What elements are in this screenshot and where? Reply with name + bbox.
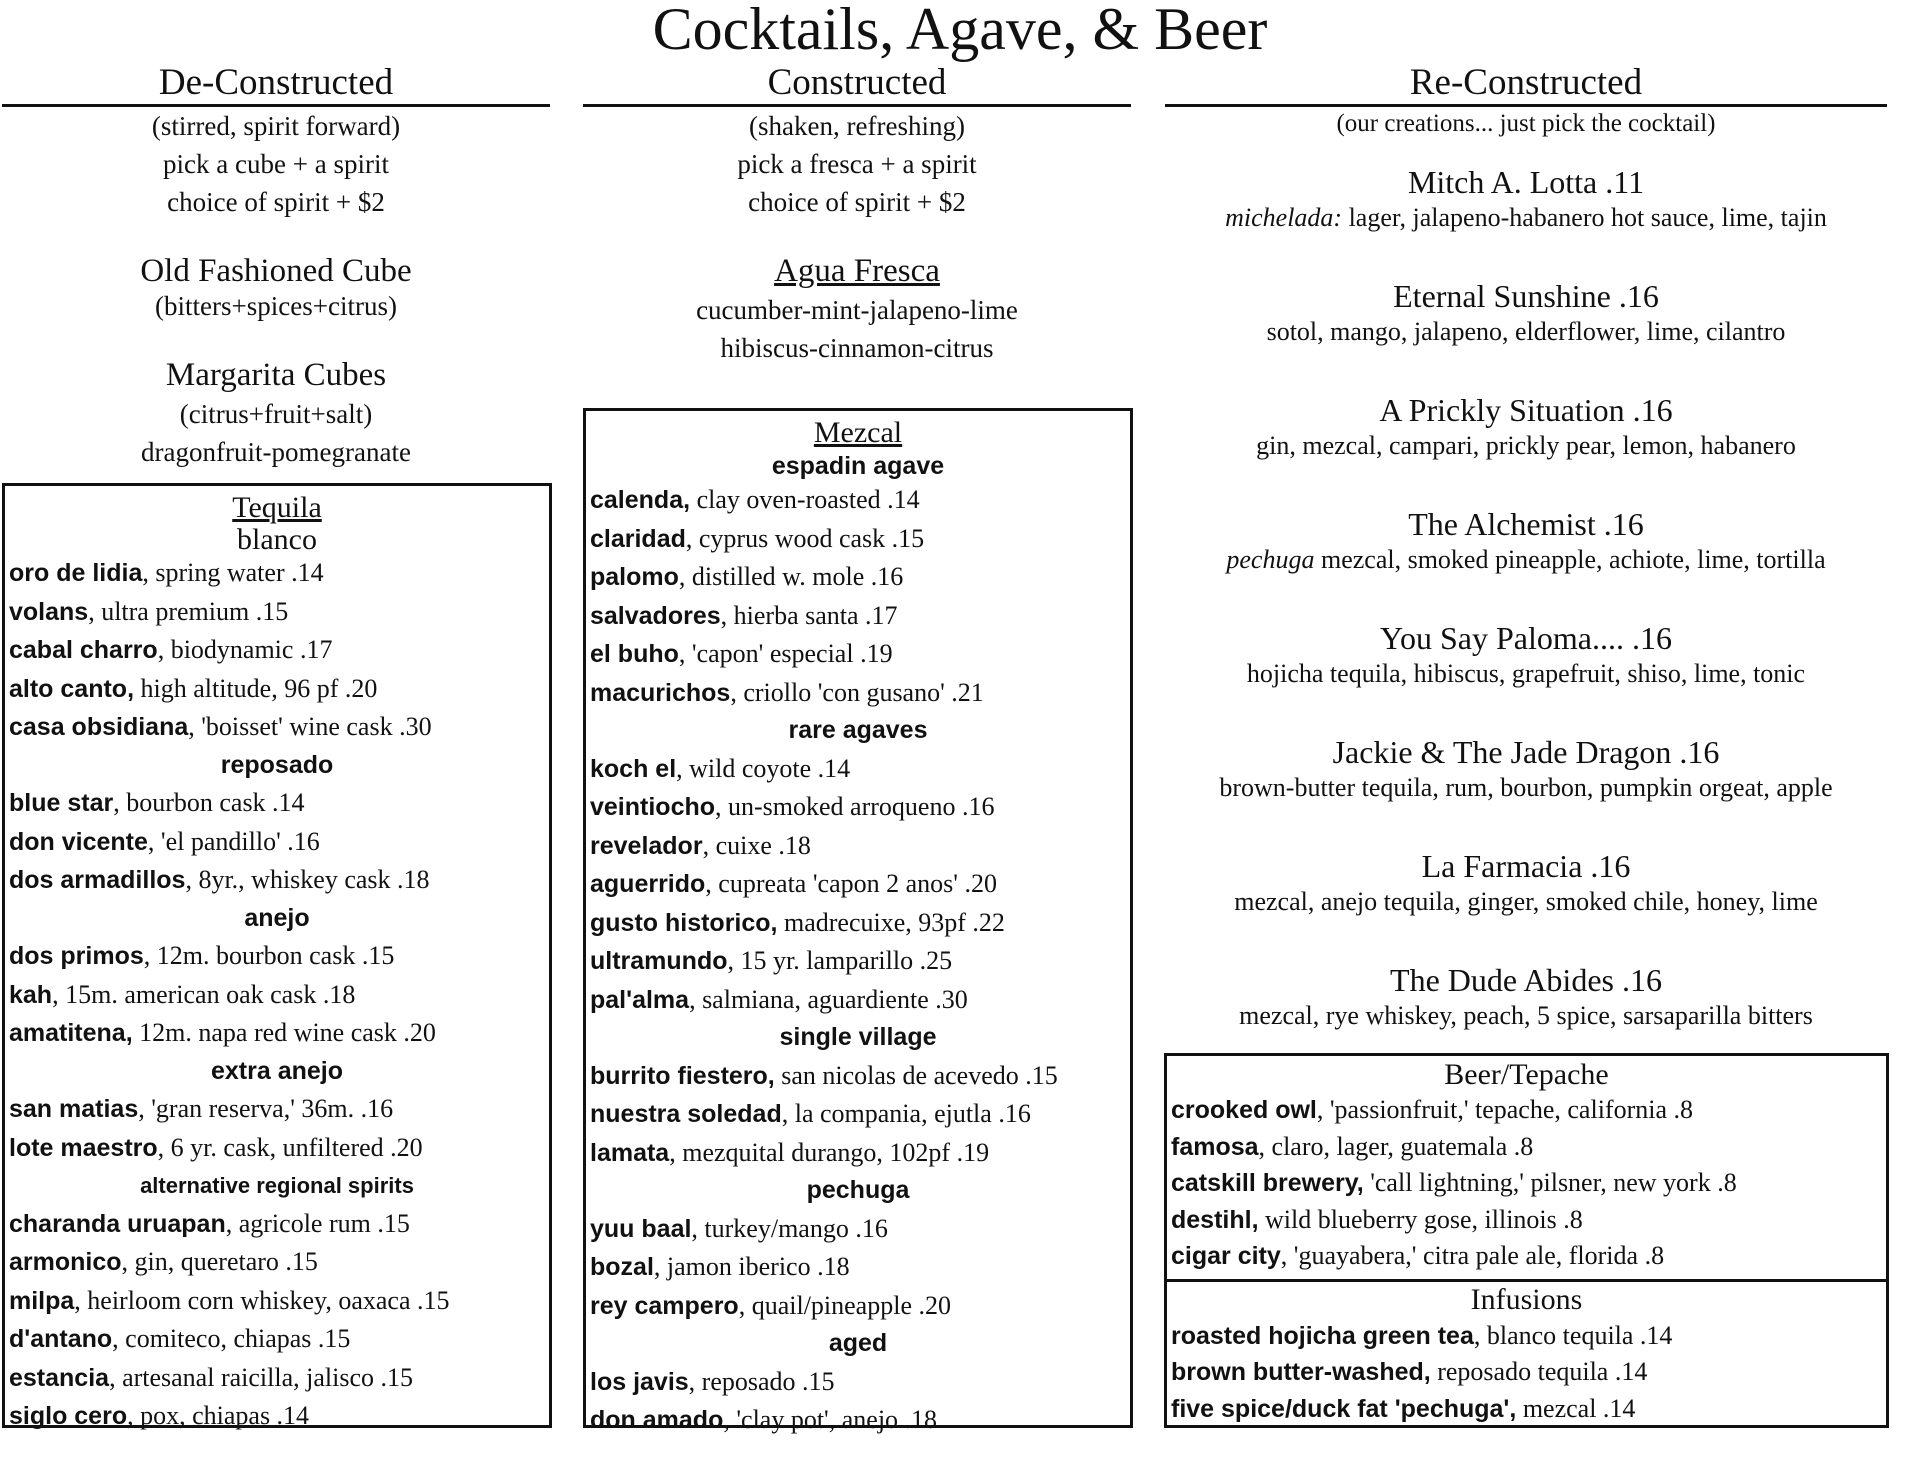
anejo-label: anejo (244, 903, 310, 932)
reconstructed-subtitle: (our creations... just pick the cocktail) (1336, 110, 1716, 137)
list-item: d'antano, comiteco, chiapas .15 (9, 1324, 351, 1353)
list-item: veintiocho, un-smoked arroqueno .16 (590, 792, 995, 821)
deconstructed-heading: De-Constructed (2, 62, 550, 107)
list-item: burrito fiestero, san nicolas de acevedo .15 (590, 1060, 1058, 1090)
cocktail-name: The Alchemist .16 (1408, 506, 1644, 542)
old-fashioned-cube-name: Old Fashioned Cube (140, 253, 412, 289)
list-item: casa obsidiana, 'boisset' wine cask .30 (9, 712, 432, 741)
mezcal-box (583, 408, 1133, 1434)
list-item: charanda uruapan, agricole rum .15 (9, 1208, 410, 1238)
list-item: milpa, heirloom corn whiskey, oaxaca .15 (9, 1285, 450, 1315)
cocktail-desc: michelada: lager, jalapeno-habanero hot sauce, lime, tajin (1225, 203, 1827, 232)
cocktail-desc: hojicha tequila, hibiscus, grapefruit, shiso, lime, tonic (1246, 659, 1806, 688)
agua-fresca-title: Agua Fresca (774, 253, 940, 289)
cocktail-desc: gin, mezcal, campari, prickly pear, lemon, habanero (1256, 431, 1796, 460)
espadin-label: espadin agave (771, 452, 945, 480)
infusions-title: Infusions (1470, 1282, 1583, 1316)
old-fashioned-cube-desc: (bitters+spices+citrus) (155, 291, 397, 321)
cocktail-name: Jackie & The Jade Dragon .16 (1332, 734, 1720, 770)
margarita-cubes-flavor: dragonfruit-pomegranate (141, 437, 411, 467)
extra-anejo-label: extra anejo (210, 1056, 343, 1085)
cocktail-desc: brown-butter tequila, rum, bourbon, pumpkin orgeat, apple (1219, 773, 1833, 802)
list-item: volans, ultra premium .15 (9, 596, 289, 626)
mezcal-title: Mezcal (813, 416, 903, 449)
list-item: nuestra soledad, la compania, ejutla .16 (590, 1099, 1031, 1128)
list-item: five spice/duck fat 'pechuga', mezcal .14 (1171, 1393, 1636, 1423)
constructed-line: (shaken, refreshing) (749, 111, 965, 141)
list-item: lamata, mezquital durango, 102pf .19 (590, 1137, 990, 1167)
list-item: pal'alma, salmiana, aguardiente .30 (590, 984, 968, 1014)
list-item: brown butter-washed, reposado tequila .14 (1171, 1357, 1648, 1386)
list-item: destihl, wild blueberry gose, illinois .8 (1171, 1204, 1583, 1234)
list-item: aguerrido, cupreata 'capon 2 anos' .20 (590, 869, 997, 898)
list-item: estancia, artesanal raicilla, jalisco .15 (9, 1362, 413, 1392)
list-item: blue star, bourbon cask .14 (9, 788, 305, 817)
list-item: el buho, 'capon' especial .19 (590, 639, 893, 668)
list-item: los javis, reposado .15 (590, 1366, 835, 1396)
list-item: armonico, gin, queretaro .15 (9, 1247, 318, 1276)
beer-infusions-box (1164, 1053, 1889, 1428)
list-item: ultramundo, 15 yr. lamparillo .25 (590, 946, 953, 975)
constructed-section (583, 62, 1131, 367)
list-item: oro de lidia, spring water .14 (9, 558, 324, 587)
alternative-spirits-label: alternative regional spirits (140, 1173, 414, 1198)
reconstructed-section (1165, 62, 1887, 1033)
list-item: famosa, claro, lager, guatemala .8 (1171, 1131, 1534, 1161)
list-item: gusto historico, madrecuixe, 93pf .22 (590, 907, 1005, 937)
list-item: siglo cero, pox, chiapas .14 (9, 1401, 310, 1430)
deconstructed-line: choice of spirit + $2 (167, 187, 385, 217)
cocktail-name: The Dude Abides .16 (1390, 962, 1662, 998)
fresca-item: cucumber-mint-jalapeno-lime (696, 295, 1018, 325)
pechuga-label: pechuga (806, 1176, 910, 1204)
deconstructed-section (2, 62, 550, 471)
list-item: don vicente, 'el pandillo' .16 (9, 826, 320, 856)
constructed-line: pick a fresca + a spirit (737, 149, 977, 179)
list-item: salvadores, hierba santa .17 (590, 600, 898, 630)
reconstructed-heading: Re-Constructed (1165, 62, 1887, 107)
list-item: palomo, distilled w. mole .16 (590, 562, 904, 591)
list-item: cigar city, 'guayabera,' citra pale ale, florida .8 (1171, 1241, 1665, 1270)
blanco-label: blanco (237, 523, 317, 556)
list-item: koch el, wild coyote .14 (590, 753, 851, 783)
cocktail-name: Mitch A. Lotta .11 (1407, 164, 1645, 200)
tequila-box (2, 483, 552, 1428)
list-item: san matias, 'gran reserva,' 36m. .16 (9, 1094, 394, 1123)
tequila-title: Tequila (232, 491, 322, 524)
reposado-label: reposado (220, 750, 334, 779)
rare-agaves-label: rare agaves (788, 716, 928, 744)
list-item: crooked owl, 'passionfruit,' tepache, california .8 (1171, 1095, 1693, 1124)
single-village-label: single village (779, 1023, 937, 1051)
cocktail-desc: sotol, mango, jalapeno, elderflower, lime, cilantro (1266, 317, 1786, 346)
cocktail-desc: pechuga mezcal, smoked pineapple, achiote, lime, tortilla (1226, 545, 1826, 574)
list-item: dos primos, 12m. bourbon cask .15 (9, 941, 395, 970)
list-item: cabal charro, biodynamic .17 (9, 635, 333, 664)
cocktail-name: A Prickly Situation .16 (1379, 392, 1673, 428)
list-item: lote maestro, 6 yr. cask, unfiltered .20 (9, 1132, 423, 1162)
list-item: amatitena, 12m. napa red wine cask .20 (9, 1018, 436, 1047)
constructed-heading: Constructed (583, 62, 1131, 107)
list-item: alto canto, high altitude, 96 pf .20 (9, 673, 378, 703)
cocktail-name: La Farmacia .16 (1421, 848, 1631, 884)
constructed-line: choice of spirit + $2 (748, 187, 966, 217)
list-item: don amado, 'clay pot', anejo .18 (590, 1405, 938, 1434)
beer-title: Beer/Tepache (1444, 1058, 1609, 1091)
cocktail-desc: mezcal, anejo tequila, ginger, smoked chile, honey, lime (1234, 887, 1818, 916)
list-item: kah, 15m. american oak cask .18 (9, 979, 356, 1009)
fresca-item: hibiscus-cinnamon-citrus (720, 333, 994, 363)
cocktail-desc: mezcal, rye whiskey, peach, 5 spice, sarsaparilla bitters (1239, 1001, 1813, 1030)
list-item: roasted hojicha green tea, blanco tequila .14 (1171, 1320, 1673, 1350)
margarita-cubes-name: Margarita Cubes (165, 357, 387, 393)
list-item: revelador, cuixe .18 (590, 830, 811, 860)
menu-title: Cocktails, Agave, & Beer (652, 0, 1268, 62)
aged-label: aged (828, 1329, 888, 1357)
deconstructed-line: (stirred, spirit forward) (151, 111, 401, 141)
list-item: catskill brewery, 'call lightning,' pilsner, new york .8 (1171, 1168, 1737, 1197)
list-item: calenda, clay oven-roasted .14 (590, 485, 920, 514)
list-item: dos armadillos, 8yr., whiskey cask .18 (9, 865, 430, 894)
cocktail-name: You Say Paloma.... .16 (1380, 620, 1672, 656)
margarita-cubes-desc: (citrus+fruit+salt) (179, 399, 373, 429)
list-item: claridad, cyprus wood cask .15 (590, 523, 925, 553)
list-item: macurichos, criollo 'con gusano' .21 (590, 677, 984, 707)
deconstructed-line: pick a cube + a spirit (163, 149, 389, 179)
list-item: rey campero, quail/pineapple .20 (590, 1290, 951, 1320)
cocktail-name: Eternal Sunshine .16 (1393, 278, 1659, 314)
list-item: yuu baal, turkey/mango .16 (590, 1213, 888, 1243)
list-item: bozal, jamon iberico .18 (590, 1252, 850, 1281)
